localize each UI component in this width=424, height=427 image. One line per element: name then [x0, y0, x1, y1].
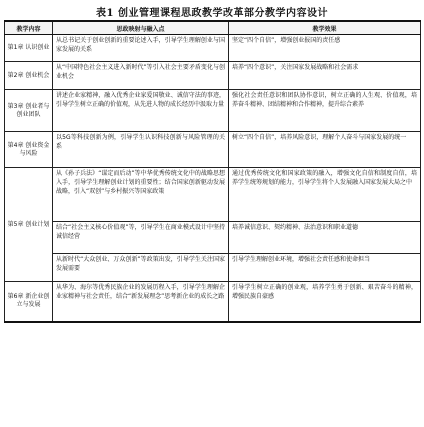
- table-row: [5, 168, 421, 222]
- effect-cell: 引导学生理解创业环境，增强社会责任感和使命担当: [229, 254, 421, 282]
- teaching-content-table: [4, 20, 421, 323]
- table-row: [5, 222, 421, 254]
- chapter-cell: 第4章 创业资金与风险: [5, 132, 53, 168]
- effect-cell: 坚定“四个自信”，增强创业报国的责任感: [229, 35, 421, 62]
- table-row: [5, 35, 421, 62]
- effect-cell: 培养“四个意识”，关注国家发展战略和社会需求: [229, 62, 421, 90]
- table-row: [5, 254, 421, 282]
- points-cell: 从总书记关于创业创新的重要论述入手，引导学生理解创业与国家发展的关系: [53, 35, 229, 62]
- chapter-cell: 第6章 新企业创立与发展: [5, 282, 53, 322]
- header-effect: 教学效果: [229, 21, 421, 35]
- table-row: [5, 282, 421, 322]
- points-cell: 从华为、海尔等优秀民族企业的发展历程入手，引导学生理解企业家精神与社会责任，结合“新发展理念”思考新企业的成长之路: [53, 282, 229, 322]
- points-cell: 结合“社会主义核心价值观”等，引导学生在商业模式设计中坚持诚信经营: [53, 222, 229, 254]
- points-cell: 讲述企业家精神，融入优秀企业家爱国敬业、诚信守法的事迹，引导学生树立正确的价值观，从先进人物的成长经历中汲取力量: [53, 90, 229, 132]
- effect-cell: 强化社会责任意识和团队协作意识，树立正确的人生观、价值观，培养奋斗精神、团结精神和合作精神，提升综合素养: [229, 90, 421, 132]
- effect-cell: 通过优秀传统文化和国家政策的融入，增强文化自信和制度自信，培养学生统筹规划的能力，引导学生将个人发展融入国家发展大局之中: [229, 168, 421, 222]
- points-cell: 以5G等科技创新为例，引导学生认识科技创新与风险管理的关系: [53, 132, 229, 168]
- header-points: 思政映射与融入点: [53, 21, 229, 35]
- effect-cell: 引导学生树立正确的创业观，培养学生勇于创新、艰苦奋斗的精神，增强民族自豪感: [229, 282, 421, 322]
- points-cell: 从《孙子兵法》“谋定而后动”等中华优秀传统文化中的战略思想入手，引导学生理解创业计划的重要性；结合国家创新驱动发展战略，引入“双创”与乡村振兴等国家政策: [53, 168, 229, 222]
- table-row: [5, 62, 421, 90]
- table-row: [5, 132, 421, 168]
- effect-cell: 培养诚信意识、契约精神、法治意识和职业道德: [229, 222, 421, 254]
- table-title: 表1 创业管理课程思政教学改革部分教学内容设计: [96, 8, 328, 19]
- table-header-row: [5, 21, 421, 35]
- chapter-cell: 第1章 认识创业: [5, 35, 53, 62]
- chapter-cell: 第3章 创业者与创业团队: [5, 90, 53, 132]
- chapter-cell: 第2章 创业机会: [5, 62, 53, 90]
- effect-cell: 树立“四个自信”，培养风险意识，理解个人奋斗与国家发展的统一: [229, 132, 421, 168]
- points-cell: 从“中国特色社会主义进入新时代”等引入社会主要矛盾变化与创业机会: [53, 62, 229, 90]
- table-row: [5, 90, 421, 132]
- header-content: 教学内容: [5, 21, 53, 35]
- points-cell: 从新时代“大众创业、万众创新”等政策出发，引导学生关注国家发展需要: [53, 254, 229, 282]
- chapter-cell: 第5章 创业计划: [5, 168, 53, 282]
